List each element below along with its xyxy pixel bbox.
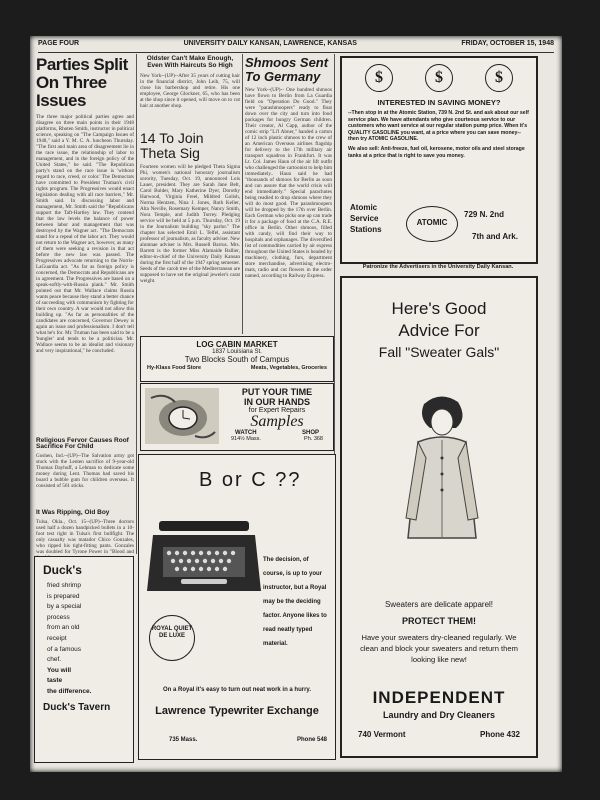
shmoos-body: New York--(UP)-- One hundred shmoos have flown to Berlin from La Guardia field on "Operation Do Good." They were "parashmoopers" ready to float down over the city and turn into food packages for hungry German children. Their creator, Al Capp, author of the comic strip "Li'l Abner," handed a carton of 12 inch plastic shmoos to the crew of an American Overseas airlines flagship for delivery to the 17th military air transport squadron in Frankfurt. It was Lt. Col. James Haun of the air lift outfit who challenged the cartoonist to help him immediately.. Haun said he had "thousands of shmoos for Berlin as soon and can assure that the world crisis will end immediately." Special parachutes being readied to drop shmoos where they will do most good. The parashmoopers will be dropped by the 17th over Berlin. Each German who picks one up can trade it for a package of food at the C.A. R.E. office in Berlin. Other shmoos, filled with candy, will find their way to hospitals and orphanages. The diversified list of commodities carried by air express throughout the United States is headed by machinery, clothing, furs, department store merchandise, advertising electro-mats, radio and cut flowers in the order named, according to Railway Express. [245, 87, 333, 279]
page-number: PAGE FOUR [38, 40, 80, 47]
ducks-copy-line: is prepared [47, 592, 80, 600]
typewriter-phone: Phone 548 [296, 737, 327, 743]
ducks-copy-line: process [47, 613, 70, 621]
column-rule [136, 54, 137, 554]
sweater-body: Have your sweaters dry-cleaned regularly. We clean and block your sweaters and return them looking like new! [360, 633, 518, 664]
sweater-line2: Advice For [398, 321, 480, 340]
log-cabin-ad [140, 336, 334, 382]
atomic-address: 729 N. 2nd [464, 210, 505, 219]
typewriter-headline: B or C ?? [199, 469, 302, 491]
ducks-copy-line: from an old [47, 624, 80, 632]
theta-headline: 14 To Join Theta Sig [140, 129, 204, 161]
atomic-body2: We also sell: Anti-freeze, fuel oil, kerosene, motor oils and steel storage tanks at a price that is right to save you money. [348, 145, 525, 159]
column-one [36, 56, 134, 556]
log-cabin-right: Meats, Vegetables, Groceries [250, 365, 327, 371]
column-two [140, 56, 240, 336]
log-cabin-title: LOG CABIN MARKET [196, 340, 278, 349]
ripping-body: Tulsa, Okla., Oct. 15--(UP)--Three doctors used half a dozen handpicked bullets in a 10-foot test right in Tulsa's first bullfight. The only casualty was matador Chico Gonzales, who ripped his tight-fitting pants. Gonzales was doubled for Tyrone Power in "Blood and [36, 518, 134, 555]
religious-body: Goshen, Ind.--(UP)--The Salvation army got stuck with the Lenten sacrifice of 9-year-old Thomas Dayhuff, a Lehman to dedicate some money during Lent. Thomas had saved his board a bubble gum for children overseas. It consisted of 561 sticks. [36, 453, 134, 490]
ducks-copy-line: receipt [47, 634, 67, 642]
log-cabin-address: 1837 Louisiana St. [212, 349, 262, 355]
ducks-copy-line: by a special [47, 603, 82, 611]
sweater-ad [340, 276, 538, 758]
atomic-name-line1: Atomic [350, 203, 378, 212]
typewriter-name: Lawrence Typewriter Exchange [155, 705, 319, 717]
shmoos-headline: Shmoos Sent To Germany [245, 55, 329, 84]
sweater-service: Laundry and Dry Cleaners [382, 710, 496, 720]
typewriter-decision: The decision, of course, is up to your instructor, but a Royal may be the deciding factor. Anyone likes to read neatly typed material. [263, 557, 327, 647]
dollar-sign-icon: $ [485, 64, 513, 92]
ducks-copy [47, 581, 133, 698]
ducks-copy-line: chef. [47, 656, 62, 664]
dollar-sign-icon: $ [365, 64, 393, 92]
samples-brand: Samples [250, 413, 304, 430]
dollar-sign-icon: $ [425, 64, 453, 92]
ducks-copy-line: the difference. [47, 687, 92, 695]
ducks-footer: Duck's Tavern [43, 701, 111, 713]
samples-line3: for Expert Repairs [248, 407, 306, 414]
atomic-name-line3: Stations [350, 225, 382, 234]
samples-sub-right: SHOP [301, 430, 319, 436]
samples-ad [140, 383, 334, 451]
royal-badge: ROYAL QUIET DE LUXE [149, 615, 195, 661]
ducks-copy-line: You will [47, 666, 72, 674]
ducks-copy-line: fried shrimp [47, 582, 81, 589]
column-rule [242, 54, 243, 334]
patronize-line: Patronize the Advertisers in the University Daily Kansan. [362, 264, 514, 270]
atomic-logo: ATOMIC [406, 206, 458, 242]
typewriter-ad [138, 454, 336, 760]
sweater-tag: Sweaters are delicate apparel! [384, 600, 494, 609]
column-three [245, 56, 332, 334]
parties-body: The three major political parties agree and disagree on three main points in their 1948 platforms, Rhoten Smith, instructor in political science, speaking on "The Campaign Issues of 1948," said a Y. M. C. A. luncheon Thursday. "The first and main area of disagreement lie in the race issue, the relationship of labor to management, and in the foreign policy of the United States," he said. "The Republican party's stand on the race issue is 'without regard to race, creed, or color.' The Democrats have committed to President Truman's civil rights program. The Progressives would enact legislation dealing with all race barriers," Mr. Smith said. In discussing labor and management, Mr. Smith said the "Republicans support the Taft-Hartley law. They contend that the law levels the balance of power between labor and management that was destroyed by the Wagner act. "The Democrats stand for a repeal of the labor act. They would not return to the Wagner act, however, as many of them were seeking a revision in that act before the new law was passed. The Progressives advocate returning to the Norris-LaGuardia act. "As far as foreign policy is concerned, the Democrats and Republicans are in agreement. The Progressives are based on a speak-softly-with-Russia plank." Mr. Smith pointed out that Mr. Wallace claims Russia wants peace because they stand a better chance of succeeding with communism by fighting for their own country. A war would not allow this building up. "As far as personalities of the candidates are concerned, Governor Dewey is again an issue and professionalism. I don't tell what he's for. Mr. Truman has been said to be a 'bungler' and tends to be a politician. Mr. Wallace seems to be an idealist and visionary and very inspirational," he concluded. [36, 113, 134, 354]
samples-line1: PUT YOUR TIME [241, 387, 313, 397]
typewriter-address: 735 Mass. [169, 737, 198, 743]
dollar-signs [342, 64, 536, 92]
sweater-brand: INDEPENDENT [372, 688, 506, 707]
samples-phone: Ph. 368 [304, 436, 323, 442]
sweater-line3: Fall "Sweater Gals" [378, 344, 500, 360]
ducks-copy-line: of a famous [47, 645, 81, 653]
sweater-phone: Phone 432 [479, 730, 520, 739]
atomic-ad [340, 56, 538, 264]
issue-date: FRIDAY, OCTOBER 15, 1948 [461, 40, 554, 47]
haircut-body: New York--(UP)--After 35 years of cutting hair in the financial district, John Leib, 75, will close his barbershop and retire. His one employee, George Glockner, 65, who has been at the shop since it opened, will move on to cut hair at another shop. [140, 72, 240, 109]
log-cabin-left: Hy-Klass Food Store [147, 365, 202, 371]
newspaper-page [30, 36, 562, 772]
ripping-headline: It Was Ripping, Old Boy [36, 509, 110, 517]
sweater-line1: Here's Good [391, 299, 487, 318]
atomic-corner: 7th and Ark. [472, 232, 518, 241]
atomic-headline: INTERESTED IN SAVING MONEY? [377, 98, 501, 107]
typewriter-illustration [145, 513, 263, 609]
atomic-name-line2: Service [350, 214, 379, 223]
theta-body: Fourteen women will be pledged Theta Sigma Phi, women's national honorary journalism sorority, Tuesday, Oct. 19, announced Lois Lauer, president. They are Sarah Jane Belt, Carol Bulder, Mary Katherine Dyer, Dorothy Harwood, Virginia Freel, Mildred Golish, Norma Hentzen, Nina J. Jones, Ruth Keller, Alta Neville, Rosemary Kemper, Nancy Smith, Nora Temple, and Judith Torrey. Pledging service will be held at 5 p.m. Thursday, Oct. 19 in the Journalism building "sky parlor." The chapter has selected Emil L. Telfel, assistant professor of journalism, as faculty adviser. New alumnae adviser is Mrs. Russell Barrus. Mrs. Barrett is the former Miss Alamaide Ballier, editor-in-chief of the University Daily Kansan during the first half of the 1947 spring semester. Seeds of the carob tree of the Mediterranean are supposed to have set the original jeweler's carat weight. [140, 163, 240, 284]
samples-line2: IN OUR HANDS [243, 397, 310, 407]
page-header [38, 40, 554, 53]
haircut-headline: Oldster Can't Make Enough, Even With Haircuts So High [146, 55, 234, 69]
samples-address: 914½ Mass. [231, 436, 261, 442]
samples-sub-left: WATCH [235, 430, 257, 436]
religious-headline: Religious Fervor Causes Roof Sacrifice For Child [36, 436, 129, 451]
ducks-copy-line: taste [47, 677, 63, 685]
ducks-title: Duck's [43, 563, 82, 577]
sweater-address: 740 Vermont [358, 730, 406, 739]
sweater-protect: PROTECT THEM! [402, 616, 476, 626]
paper-name: UNIVERSITY DAILY KANSAN, LAWRENCE, KANSAS [183, 40, 357, 47]
parties-headline: Parties Split On Three Issues [36, 55, 128, 110]
sweater-girl-illustration [382, 388, 502, 538]
ducks-ad [34, 556, 134, 763]
atomic-body1: --Then stop in at the Atomic Station, 739 N. 2nd St. and ask about our self service plan. We have attendants who give courteous service to our customers who want service at our regular station pump price. When it's QUALITY GASOLINE you want, at a price where you can save money--then try ATOMIC GASOLINE. [348, 110, 529, 143]
log-cabin-tagline: Two Blocks South of Campus [184, 355, 290, 364]
typewriter-tagline: On a Royal it's easy to turn out neat work in a hurry. [162, 687, 311, 693]
watch-illustration [145, 388, 219, 444]
